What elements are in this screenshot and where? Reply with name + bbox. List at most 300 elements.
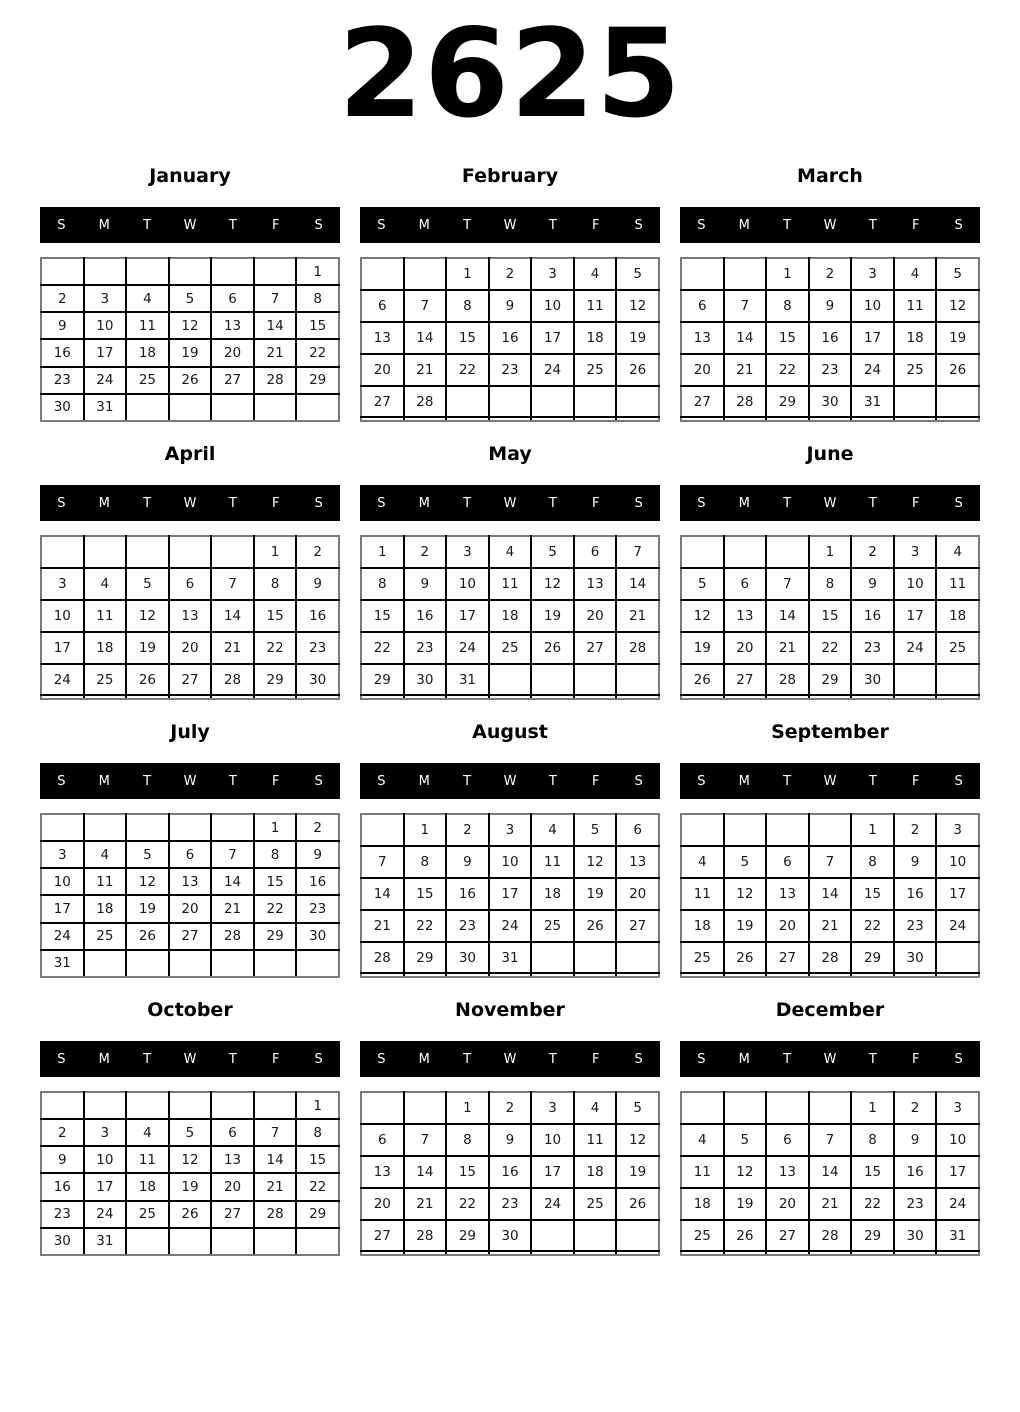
day-cell <box>936 1251 979 1255</box>
day-cell <box>41 258 84 285</box>
day-cell: 30 <box>41 1228 84 1255</box>
day-cell: 21 <box>766 632 809 664</box>
day-cell: 3 <box>531 1092 574 1124</box>
day-cell <box>169 1228 212 1255</box>
weekday-label: S <box>377 495 386 511</box>
day-cell: 24 <box>84 1201 127 1228</box>
day-cell <box>296 1228 339 1255</box>
day-cell: 16 <box>404 600 447 632</box>
weekday-header-bar <box>40 207 340 243</box>
day-cell <box>766 536 809 568</box>
weekday-label: S <box>377 217 386 233</box>
day-cell <box>766 417 809 421</box>
weekday-label: T <box>868 495 877 511</box>
day-cell <box>574 664 617 696</box>
weekday-header-bar <box>360 207 660 243</box>
day-cell <box>41 695 84 699</box>
day-cell: 19 <box>616 322 659 354</box>
day-cell <box>724 695 767 699</box>
day-cell: 20 <box>724 632 767 664</box>
day-cell <box>574 386 617 418</box>
day-cell: 21 <box>809 1188 852 1220</box>
month-march <box>680 165 980 422</box>
weekday-label: M <box>418 217 430 233</box>
day-cell: 4 <box>574 1092 617 1124</box>
week-row <box>361 632 659 664</box>
day-cell: 7 <box>254 285 297 312</box>
day-cell <box>851 1251 894 1255</box>
day-cell: 11 <box>681 1156 724 1188</box>
day-cell: 21 <box>254 1173 297 1200</box>
day-cell: 12 <box>169 1146 212 1173</box>
week-row <box>361 1188 659 1220</box>
day-cell: 17 <box>41 632 84 664</box>
day-cell <box>809 1251 852 1255</box>
weekday-label: S <box>634 773 643 789</box>
day-cell: 7 <box>254 1119 297 1146</box>
week-row <box>681 1092 979 1124</box>
day-cell: 23 <box>894 910 937 942</box>
day-cell: 4 <box>681 846 724 878</box>
weekday-label: S <box>377 1051 386 1067</box>
day-cell: 19 <box>169 339 212 366</box>
month-title: July <box>170 721 210 743</box>
day-cell: 1 <box>254 814 297 841</box>
weekday-label: F <box>591 1051 600 1067</box>
month-grid <box>40 257 340 422</box>
day-cell: 2 <box>851 536 894 568</box>
day-cell: 27 <box>361 386 404 418</box>
weekday-label: S <box>57 1051 66 1067</box>
day-cell <box>936 664 979 696</box>
weekday-label: F <box>591 217 600 233</box>
day-cell: 30 <box>809 386 852 418</box>
day-cell: 5 <box>126 568 169 600</box>
weekday-label: S <box>634 1051 643 1067</box>
day-cell <box>489 417 532 421</box>
day-cell: 3 <box>41 568 84 600</box>
day-cell: 8 <box>446 1124 489 1156</box>
day-cell <box>404 417 447 421</box>
day-cell <box>446 973 489 977</box>
week-row <box>361 568 659 600</box>
day-cell <box>531 386 574 418</box>
weekday-label: M <box>98 773 110 789</box>
day-cell <box>724 417 767 421</box>
weekday-label: W <box>503 1051 517 1067</box>
weekday-label: M <box>98 1051 110 1067</box>
day-cell: 13 <box>361 1156 404 1188</box>
day-cell <box>169 394 212 421</box>
day-cell <box>84 695 127 699</box>
day-cell: 15 <box>361 600 404 632</box>
week-row <box>681 568 979 600</box>
week-row <box>681 354 979 386</box>
day-cell: 18 <box>84 895 127 922</box>
day-cell <box>724 1092 767 1124</box>
weekday-label: T <box>463 217 472 233</box>
day-cell: 30 <box>446 942 489 974</box>
day-cell: 18 <box>489 600 532 632</box>
day-cell <box>211 1228 254 1255</box>
day-cell: 28 <box>254 1201 297 1228</box>
day-cell <box>446 1251 489 1255</box>
day-cell <box>574 417 617 421</box>
day-cell <box>254 1228 297 1255</box>
weekday-label: W <box>183 1051 197 1067</box>
week-row <box>41 814 339 841</box>
weekday-label: S <box>697 495 706 511</box>
day-cell <box>574 695 617 699</box>
month-title: September <box>771 721 889 743</box>
day-cell <box>254 394 297 421</box>
day-cell: 17 <box>851 322 894 354</box>
day-cell: 27 <box>361 1220 404 1252</box>
day-cell: 17 <box>531 322 574 354</box>
day-cell: 16 <box>894 878 937 910</box>
day-cell: 19 <box>169 1173 212 1200</box>
day-cell: 20 <box>681 354 724 386</box>
day-cell: 10 <box>894 568 937 600</box>
day-cell: 9 <box>894 1124 937 1156</box>
day-cell: 15 <box>851 1156 894 1188</box>
day-cell: 30 <box>296 923 339 950</box>
weekday-label: S <box>57 495 66 511</box>
day-cell: 6 <box>574 536 617 568</box>
month-grid-wrap <box>40 813 340 978</box>
day-cell <box>41 814 84 841</box>
day-cell: 4 <box>126 1119 169 1146</box>
day-cell: 20 <box>361 1188 404 1220</box>
day-cell: 5 <box>616 258 659 290</box>
day-cell: 1 <box>361 536 404 568</box>
day-cell: 3 <box>489 814 532 846</box>
day-cell: 11 <box>84 868 127 895</box>
weekday-label: T <box>143 217 152 233</box>
month-grid-wrap <box>40 1091 340 1256</box>
month-grid <box>360 813 660 978</box>
day-cell <box>361 417 404 421</box>
day-cell: 2 <box>489 1092 532 1124</box>
month-grid <box>680 257 980 422</box>
day-cell: 12 <box>616 1124 659 1156</box>
day-cell <box>894 1251 937 1255</box>
weekday-label: T <box>783 1051 792 1067</box>
day-cell <box>809 814 852 846</box>
day-cell <box>531 417 574 421</box>
day-cell: 22 <box>766 354 809 386</box>
day-cell <box>681 695 724 699</box>
week-row <box>41 258 339 285</box>
day-cell: 20 <box>766 1188 809 1220</box>
day-cell <box>361 258 404 290</box>
week-row <box>41 600 339 632</box>
day-cell: 28 <box>724 386 767 418</box>
day-cell <box>404 258 447 290</box>
day-cell <box>169 695 212 699</box>
day-cell: 15 <box>446 322 489 354</box>
day-cell: 29 <box>851 942 894 974</box>
day-cell <box>724 1251 767 1255</box>
weekday-label: T <box>783 217 792 233</box>
week-row <box>681 664 979 696</box>
week-row <box>41 950 339 977</box>
week-row <box>681 1251 979 1255</box>
weekday-label: W <box>823 773 837 789</box>
weekday-header-bar <box>680 763 980 799</box>
day-cell: 3 <box>936 1092 979 1124</box>
weekday-label: S <box>314 217 323 233</box>
day-cell <box>894 664 937 696</box>
day-cell: 4 <box>894 258 937 290</box>
day-cell: 22 <box>851 910 894 942</box>
day-cell: 29 <box>851 1220 894 1252</box>
day-cell: 11 <box>574 1124 617 1156</box>
day-cell: 25 <box>894 354 937 386</box>
day-cell: 24 <box>489 910 532 942</box>
week-row <box>41 1173 339 1200</box>
week-row <box>681 258 979 290</box>
day-cell: 14 <box>616 568 659 600</box>
weekday-label: T <box>228 495 237 511</box>
weekday-label: F <box>271 217 280 233</box>
day-cell: 27 <box>169 923 212 950</box>
day-cell: 24 <box>41 664 84 696</box>
day-cell: 23 <box>851 632 894 664</box>
month-grid <box>360 535 660 700</box>
weekday-label: T <box>548 773 557 789</box>
day-cell: 22 <box>404 910 447 942</box>
day-cell: 5 <box>724 1124 767 1156</box>
day-cell: 25 <box>126 367 169 394</box>
day-cell: 15 <box>404 878 447 910</box>
day-cell: 3 <box>936 814 979 846</box>
weekday-label: M <box>98 495 110 511</box>
day-cell <box>489 695 532 699</box>
week-row <box>361 386 659 418</box>
day-cell: 22 <box>361 632 404 664</box>
day-cell: 5 <box>681 568 724 600</box>
day-cell: 17 <box>936 878 979 910</box>
day-cell <box>296 394 339 421</box>
week-row <box>41 312 339 339</box>
day-cell: 7 <box>404 1124 447 1156</box>
day-cell: 14 <box>211 868 254 895</box>
week-row <box>41 285 339 312</box>
day-cell <box>574 942 617 974</box>
day-cell: 24 <box>894 632 937 664</box>
day-cell: 23 <box>809 354 852 386</box>
day-cell: 2 <box>894 1092 937 1124</box>
day-cell: 14 <box>809 1156 852 1188</box>
day-cell: 25 <box>126 1201 169 1228</box>
day-cell: 23 <box>296 895 339 922</box>
week-row <box>41 632 339 664</box>
month-grid-wrap <box>360 257 660 422</box>
day-cell <box>724 814 767 846</box>
day-cell: 7 <box>211 841 254 868</box>
day-cell: 23 <box>894 1188 937 1220</box>
day-cell: 2 <box>489 258 532 290</box>
day-cell: 20 <box>169 895 212 922</box>
day-cell: 5 <box>616 1092 659 1124</box>
day-cell <box>616 417 659 421</box>
day-cell <box>211 258 254 285</box>
day-cell <box>84 258 127 285</box>
week-row <box>681 695 979 699</box>
day-cell: 26 <box>616 354 659 386</box>
day-cell: 26 <box>681 664 724 696</box>
day-cell: 31 <box>489 942 532 974</box>
weekday-label: T <box>548 1051 557 1067</box>
day-cell: 25 <box>936 632 979 664</box>
day-cell: 8 <box>296 1119 339 1146</box>
day-cell: 3 <box>851 258 894 290</box>
weekday-label: S <box>634 217 643 233</box>
week-row <box>361 846 659 878</box>
week-row <box>681 878 979 910</box>
day-cell: 18 <box>574 322 617 354</box>
day-cell: 30 <box>894 1220 937 1252</box>
day-cell: 10 <box>41 600 84 632</box>
week-row <box>681 973 979 977</box>
day-cell <box>851 973 894 977</box>
week-row <box>681 290 979 322</box>
day-cell: 12 <box>724 1156 767 1188</box>
weekday-label: S <box>697 217 706 233</box>
month-grid-wrap <box>360 535 660 700</box>
day-cell: 31 <box>851 386 894 418</box>
day-cell: 17 <box>84 339 127 366</box>
day-cell: 1 <box>446 1092 489 1124</box>
week-row <box>361 600 659 632</box>
day-cell <box>126 536 169 568</box>
day-cell: 7 <box>809 846 852 878</box>
day-cell: 14 <box>361 878 404 910</box>
month-grid-wrap <box>680 1091 980 1256</box>
day-cell <box>531 1220 574 1252</box>
weekday-label: F <box>911 1051 920 1067</box>
weekday-label: S <box>314 773 323 789</box>
month-grid <box>360 257 660 422</box>
week-row <box>41 394 339 421</box>
day-cell <box>254 950 297 977</box>
weekday-label: M <box>738 217 750 233</box>
day-cell: 14 <box>211 600 254 632</box>
day-cell <box>41 1092 84 1119</box>
day-cell: 7 <box>361 846 404 878</box>
day-cell: 27 <box>766 1220 809 1252</box>
day-cell <box>489 1251 532 1255</box>
day-cell <box>169 258 212 285</box>
day-cell: 24 <box>936 910 979 942</box>
weekday-label: T <box>228 217 237 233</box>
day-cell: 8 <box>254 568 297 600</box>
day-cell: 28 <box>616 632 659 664</box>
day-cell <box>681 1251 724 1255</box>
day-cell: 20 <box>574 600 617 632</box>
day-cell: 10 <box>84 312 127 339</box>
week-row <box>681 814 979 846</box>
month-grid <box>40 813 340 978</box>
day-cell: 1 <box>766 258 809 290</box>
day-cell: 29 <box>809 664 852 696</box>
weekday-label: S <box>57 773 66 789</box>
day-cell: 16 <box>489 322 532 354</box>
month-title: October <box>147 999 233 1021</box>
day-cell: 23 <box>41 367 84 394</box>
day-cell <box>681 536 724 568</box>
day-cell: 16 <box>489 1156 532 1188</box>
day-cell: 2 <box>296 814 339 841</box>
day-cell: 8 <box>446 290 489 322</box>
week-row <box>41 568 339 600</box>
month-title: April <box>164 443 216 465</box>
month-grid <box>40 535 340 700</box>
week-row <box>681 600 979 632</box>
day-cell <box>296 695 339 699</box>
weekday-label: F <box>271 773 280 789</box>
day-cell <box>361 814 404 846</box>
day-cell: 24 <box>531 354 574 386</box>
day-cell: 8 <box>851 1124 894 1156</box>
day-cell <box>404 1092 447 1124</box>
weekday-label: T <box>228 773 237 789</box>
day-cell: 20 <box>211 1173 254 1200</box>
weekday-label: W <box>183 495 197 511</box>
day-cell: 10 <box>531 1124 574 1156</box>
week-row <box>41 536 339 568</box>
weekday-label: W <box>503 773 517 789</box>
day-cell <box>616 664 659 696</box>
day-cell: 12 <box>126 868 169 895</box>
day-cell <box>446 386 489 418</box>
week-row <box>361 814 659 846</box>
day-cell: 16 <box>809 322 852 354</box>
month-grid-wrap <box>680 257 980 422</box>
day-cell: 9 <box>41 1146 84 1173</box>
day-cell: 1 <box>296 258 339 285</box>
day-cell: 29 <box>296 367 339 394</box>
day-cell <box>894 417 937 421</box>
day-cell: 2 <box>894 814 937 846</box>
week-row <box>41 1092 339 1119</box>
day-cell: 5 <box>126 841 169 868</box>
day-cell <box>404 695 447 699</box>
day-cell: 12 <box>126 600 169 632</box>
day-cell: 8 <box>361 568 404 600</box>
day-cell: 12 <box>681 600 724 632</box>
weekday-label: W <box>183 773 197 789</box>
week-row <box>361 910 659 942</box>
day-cell: 25 <box>574 354 617 386</box>
month-january <box>40 165 340 422</box>
day-cell: 23 <box>489 1188 532 1220</box>
day-cell: 13 <box>211 312 254 339</box>
week-row <box>361 322 659 354</box>
day-cell: 12 <box>724 878 767 910</box>
weekday-label: W <box>183 217 197 233</box>
day-cell: 10 <box>41 868 84 895</box>
day-cell: 1 <box>254 536 297 568</box>
day-cell: 13 <box>724 600 767 632</box>
day-cell: 1 <box>851 1092 894 1124</box>
week-row <box>681 386 979 418</box>
day-cell: 12 <box>169 312 212 339</box>
week-row <box>681 1156 979 1188</box>
day-cell <box>724 536 767 568</box>
day-cell: 29 <box>296 1201 339 1228</box>
